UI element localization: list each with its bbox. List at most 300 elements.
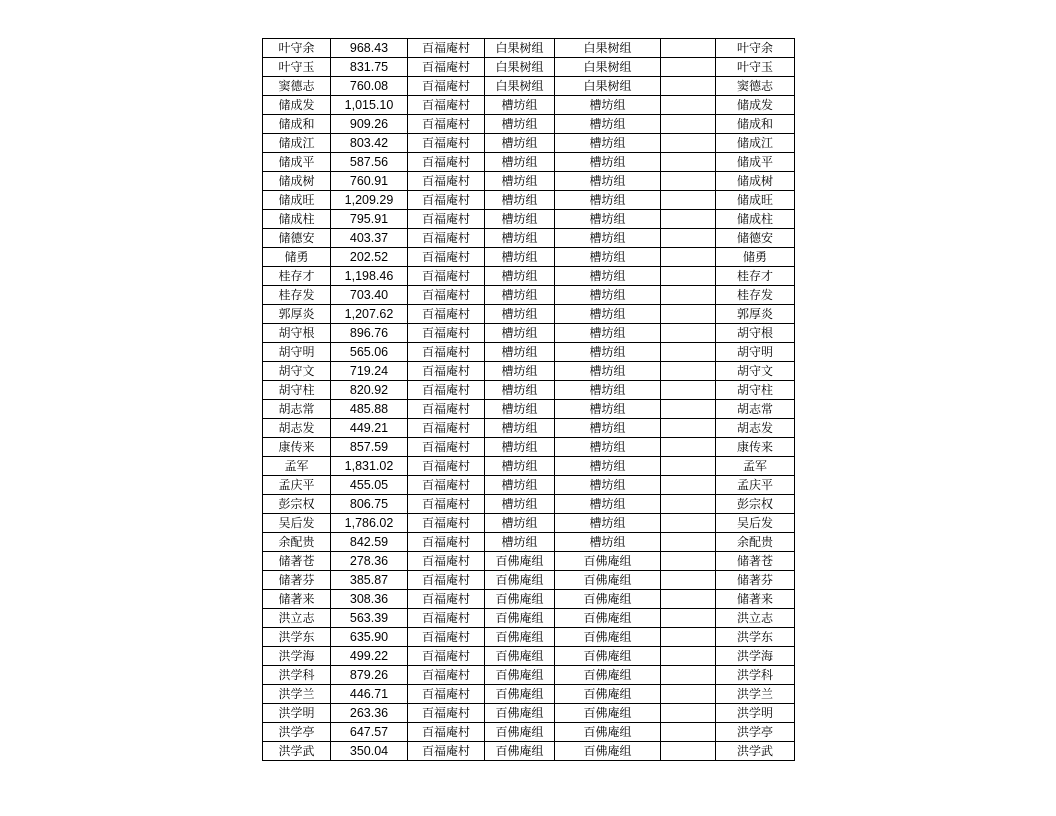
group-cell-2: 百佛庵组 [555, 742, 661, 761]
group-cell: 百佛庵组 [485, 590, 555, 609]
amount-cell: 647.57 [331, 723, 408, 742]
name-cell: 洪学明 [263, 704, 331, 723]
group-cell: 槽坊组 [485, 438, 555, 457]
table-row [263, 609, 795, 628]
name-cell: 孟庆平 [263, 476, 331, 495]
group-cell-2: 百佛庵组 [555, 704, 661, 723]
amount-cell: 1,198.46 [331, 267, 408, 286]
name-cell: 胡志常 [263, 400, 331, 419]
table-row [263, 590, 795, 609]
village-cell: 百福庵村 [408, 362, 485, 381]
name-cell-2: 洪学东 [716, 628, 795, 647]
group-cell-2: 槽坊组 [555, 438, 661, 457]
blank-cell [661, 286, 716, 305]
group-cell-2: 百佛庵组 [555, 723, 661, 742]
name-cell: 胡守明 [263, 343, 331, 362]
name-cell-2: 洪学科 [716, 666, 795, 685]
amount-cell: 760.91 [331, 172, 408, 191]
group-cell: 百佛庵组 [485, 704, 555, 723]
name-cell: 洪学海 [263, 647, 331, 666]
village-cell: 百福庵村 [408, 286, 485, 305]
table-row [263, 267, 795, 286]
group-cell: 白果树组 [485, 39, 555, 58]
village-cell: 百福庵村 [408, 438, 485, 457]
group-cell-2: 百佛庵组 [555, 666, 661, 685]
amount-cell: 806.75 [331, 495, 408, 514]
village-cell: 百福庵村 [408, 742, 485, 761]
amount-cell: 1,786.02 [331, 514, 408, 533]
name-cell-2: 孟军 [716, 457, 795, 476]
name-cell: 储成和 [263, 115, 331, 134]
group-cell-2: 槽坊组 [555, 305, 661, 324]
blank-cell [661, 362, 716, 381]
name-cell-2: 储著芬 [716, 571, 795, 590]
village-cell: 百福庵村 [408, 533, 485, 552]
village-cell: 百福庵村 [408, 571, 485, 590]
name-cell-2: 胡守根 [716, 324, 795, 343]
group-cell-2: 槽坊组 [555, 210, 661, 229]
name-cell-2: 洪学兰 [716, 685, 795, 704]
group-cell-2: 槽坊组 [555, 533, 661, 552]
group-cell: 槽坊组 [485, 495, 555, 514]
name-cell: 洪学东 [263, 628, 331, 647]
village-cell: 百福庵村 [408, 419, 485, 438]
amount-cell: 831.75 [331, 58, 408, 77]
group-cell-2: 槽坊组 [555, 172, 661, 191]
name-cell-2: 洪学海 [716, 647, 795, 666]
group-cell-2: 白果树组 [555, 39, 661, 58]
group-cell-2: 白果树组 [555, 58, 661, 77]
name-cell: 储著芬 [263, 571, 331, 590]
village-cell: 百福庵村 [408, 628, 485, 647]
name-cell-2: 储成平 [716, 153, 795, 172]
amount-cell: 719.24 [331, 362, 408, 381]
group-cell-2: 槽坊组 [555, 191, 661, 210]
amount-cell: 587.56 [331, 153, 408, 172]
amount-cell: 820.92 [331, 381, 408, 400]
name-cell: 孟军 [263, 457, 331, 476]
name-cell-2: 储德安 [716, 229, 795, 248]
table-row [263, 248, 795, 267]
blank-cell [661, 172, 716, 191]
name-cell-2: 桂存发 [716, 286, 795, 305]
village-cell: 百福庵村 [408, 343, 485, 362]
group-cell-2: 百佛庵组 [555, 609, 661, 628]
amount-cell: 968.43 [331, 39, 408, 58]
group-cell-2: 槽坊组 [555, 381, 661, 400]
name-cell: 储成发 [263, 96, 331, 115]
name-cell: 吴后发 [263, 514, 331, 533]
name-cell-2: 洪学明 [716, 704, 795, 723]
group-cell: 百佛庵组 [485, 742, 555, 761]
village-cell: 百福庵村 [408, 552, 485, 571]
name-cell: 胡志发 [263, 419, 331, 438]
blank-cell [661, 685, 716, 704]
name-cell-2: 余配贵 [716, 533, 795, 552]
name-cell-2: 康传来 [716, 438, 795, 457]
village-cell: 百福庵村 [408, 495, 485, 514]
amount-cell: 499.22 [331, 647, 408, 666]
group-cell: 槽坊组 [485, 191, 555, 210]
amount-cell: 350.04 [331, 742, 408, 761]
name-cell-2: 胡守明 [716, 343, 795, 362]
group-cell-2: 槽坊组 [555, 248, 661, 267]
table-row [263, 400, 795, 419]
village-cell: 百福庵村 [408, 58, 485, 77]
name-cell: 叶守余 [263, 39, 331, 58]
name-cell: 储德安 [263, 229, 331, 248]
blank-cell [661, 552, 716, 571]
amount-cell: 403.37 [331, 229, 408, 248]
name-cell-2: 吴后发 [716, 514, 795, 533]
group-cell-2: 槽坊组 [555, 134, 661, 153]
name-cell-2: 储成江 [716, 134, 795, 153]
village-cell: 百福庵村 [408, 666, 485, 685]
name-cell-2: 孟庆平 [716, 476, 795, 495]
group-cell-2: 槽坊组 [555, 476, 661, 495]
name-cell: 储成平 [263, 153, 331, 172]
table-row [263, 704, 795, 723]
table-row [263, 419, 795, 438]
table-row [263, 495, 795, 514]
table-row [263, 134, 795, 153]
table-row [263, 153, 795, 172]
table-row [263, 552, 795, 571]
name-cell: 洪立志 [263, 609, 331, 628]
village-cell: 百福庵村 [408, 191, 485, 210]
name-cell: 叶守玉 [263, 58, 331, 77]
table-row [263, 362, 795, 381]
table-row [263, 210, 795, 229]
name-cell: 桂存才 [263, 267, 331, 286]
amount-cell: 455.05 [331, 476, 408, 495]
group-cell-2: 百佛庵组 [555, 590, 661, 609]
blank-cell [661, 514, 716, 533]
group-cell: 百佛庵组 [485, 685, 555, 704]
amount-cell: 896.76 [331, 324, 408, 343]
village-cell: 百福庵村 [408, 267, 485, 286]
name-cell-2: 储成柱 [716, 210, 795, 229]
table-row [263, 571, 795, 590]
name-cell: 郭厚炎 [263, 305, 331, 324]
group-cell: 槽坊组 [485, 457, 555, 476]
name-cell-2: 储著来 [716, 590, 795, 609]
blank-cell [661, 305, 716, 324]
amount-cell: 760.08 [331, 77, 408, 96]
group-cell-2: 槽坊组 [555, 324, 661, 343]
group-cell-2: 百佛庵组 [555, 571, 661, 590]
name-cell: 胡守文 [263, 362, 331, 381]
table-row [263, 685, 795, 704]
group-cell-2: 槽坊组 [555, 153, 661, 172]
village-cell: 百福庵村 [408, 381, 485, 400]
amount-cell: 278.36 [331, 552, 408, 571]
group-cell: 槽坊组 [485, 96, 555, 115]
amount-cell: 308.36 [331, 590, 408, 609]
table-row [263, 723, 795, 742]
group-cell: 百佛庵组 [485, 628, 555, 647]
table-row [263, 628, 795, 647]
village-cell: 百福庵村 [408, 609, 485, 628]
group-cell: 白果树组 [485, 58, 555, 77]
blank-cell [661, 324, 716, 343]
group-cell: 槽坊组 [485, 267, 555, 286]
group-cell-2: 百佛庵组 [555, 647, 661, 666]
amount-cell: 385.87 [331, 571, 408, 590]
village-cell: 百福庵村 [408, 723, 485, 742]
village-cell: 百福庵村 [408, 324, 485, 343]
blank-cell [661, 533, 716, 552]
name-cell-2: 窦德志 [716, 77, 795, 96]
group-cell-2: 槽坊组 [555, 495, 661, 514]
group-cell: 槽坊组 [485, 286, 555, 305]
amount-cell: 485.88 [331, 400, 408, 419]
blank-cell [661, 191, 716, 210]
group-cell: 槽坊组 [485, 343, 555, 362]
name-cell: 胡守柱 [263, 381, 331, 400]
group-cell-2: 槽坊组 [555, 457, 661, 476]
table-row [263, 533, 795, 552]
name-cell-2: 胡守文 [716, 362, 795, 381]
blank-cell [661, 58, 716, 77]
group-cell-2: 槽坊组 [555, 343, 661, 362]
group-cell: 百佛庵组 [485, 723, 555, 742]
blank-cell [661, 229, 716, 248]
blank-cell [661, 419, 716, 438]
blank-cell [661, 628, 716, 647]
name-cell: 洪学亭 [263, 723, 331, 742]
name-cell-2: 洪立志 [716, 609, 795, 628]
data-table [262, 38, 795, 761]
group-cell-2: 百佛庵组 [555, 552, 661, 571]
name-cell: 胡守根 [263, 324, 331, 343]
group-cell: 百佛庵组 [485, 647, 555, 666]
group-cell: 百佛庵组 [485, 666, 555, 685]
group-cell: 槽坊组 [485, 210, 555, 229]
group-cell-2: 槽坊组 [555, 96, 661, 115]
name-cell-2: 储成旺 [716, 191, 795, 210]
amount-cell: 263.36 [331, 704, 408, 723]
village-cell: 百福庵村 [408, 39, 485, 58]
group-cell: 槽坊组 [485, 153, 555, 172]
blank-cell [661, 134, 716, 153]
village-cell: 百福庵村 [408, 153, 485, 172]
table-row [263, 324, 795, 343]
blank-cell [661, 153, 716, 172]
table-row [263, 172, 795, 191]
table-row [263, 666, 795, 685]
group-cell: 槽坊组 [485, 305, 555, 324]
name-cell: 洪学兰 [263, 685, 331, 704]
group-cell-2: 槽坊组 [555, 362, 661, 381]
group-cell: 槽坊组 [485, 419, 555, 438]
table-row [263, 39, 795, 58]
name-cell-2: 储成发 [716, 96, 795, 115]
amount-cell: 446.71 [331, 685, 408, 704]
village-cell: 百福庵村 [408, 476, 485, 495]
blank-cell [661, 438, 716, 457]
village-cell: 百福庵村 [408, 172, 485, 191]
blank-cell [661, 267, 716, 286]
table-body [263, 39, 795, 761]
village-cell: 百福庵村 [408, 305, 485, 324]
blank-cell [661, 115, 716, 134]
group-cell: 槽坊组 [485, 476, 555, 495]
group-cell: 槽坊组 [485, 115, 555, 134]
blank-cell [661, 39, 716, 58]
group-cell: 槽坊组 [485, 514, 555, 533]
name-cell-2: 胡志常 [716, 400, 795, 419]
village-cell: 百福庵村 [408, 514, 485, 533]
village-cell: 百福庵村 [408, 590, 485, 609]
group-cell-2: 槽坊组 [555, 115, 661, 134]
table-row [263, 191, 795, 210]
group-cell: 百佛庵组 [485, 552, 555, 571]
blank-cell [661, 248, 716, 267]
group-cell: 槽坊组 [485, 172, 555, 191]
village-cell: 百福庵村 [408, 457, 485, 476]
name-cell: 洪学科 [263, 666, 331, 685]
name-cell: 储著苍 [263, 552, 331, 571]
village-cell: 百福庵村 [408, 229, 485, 248]
blank-cell [661, 77, 716, 96]
name-cell: 彭宗权 [263, 495, 331, 514]
name-cell: 窦德志 [263, 77, 331, 96]
amount-cell: 449.21 [331, 419, 408, 438]
group-cell: 槽坊组 [485, 362, 555, 381]
name-cell-2: 洪学亭 [716, 723, 795, 742]
amount-cell: 1,207.62 [331, 305, 408, 324]
blank-cell [661, 590, 716, 609]
amount-cell: 635.90 [331, 628, 408, 647]
blank-cell [661, 343, 716, 362]
amount-cell: 1,015.10 [331, 96, 408, 115]
name-cell: 储勇 [263, 248, 331, 267]
name-cell: 储成柱 [263, 210, 331, 229]
village-cell: 百福庵村 [408, 704, 485, 723]
amount-cell: 563.39 [331, 609, 408, 628]
group-cell: 槽坊组 [485, 400, 555, 419]
group-cell-2: 槽坊组 [555, 229, 661, 248]
amount-cell: 1,209.29 [331, 191, 408, 210]
village-cell: 百福庵村 [408, 248, 485, 267]
name-cell: 桂存发 [263, 286, 331, 305]
table-row [263, 343, 795, 362]
blank-cell [661, 647, 716, 666]
amount-cell: 857.59 [331, 438, 408, 457]
blank-cell [661, 571, 716, 590]
blank-cell [661, 666, 716, 685]
village-cell: 百福庵村 [408, 647, 485, 666]
table-row [263, 647, 795, 666]
name-cell: 储成旺 [263, 191, 331, 210]
group-cell-2: 槽坊组 [555, 400, 661, 419]
village-cell: 百福庵村 [408, 210, 485, 229]
blank-cell [661, 723, 716, 742]
group-cell: 槽坊组 [485, 533, 555, 552]
group-cell-2: 槽坊组 [555, 514, 661, 533]
name-cell-2: 胡志发 [716, 419, 795, 438]
name-cell-2: 彭宗权 [716, 495, 795, 514]
group-cell: 槽坊组 [485, 248, 555, 267]
name-cell-2: 叶守玉 [716, 58, 795, 77]
name-cell-2: 储成和 [716, 115, 795, 134]
blank-cell [661, 742, 716, 761]
amount-cell: 879.26 [331, 666, 408, 685]
name-cell-2: 储著苍 [716, 552, 795, 571]
name-cell: 康传来 [263, 438, 331, 457]
group-cell-2: 槽坊组 [555, 267, 661, 286]
group-cell: 白果树组 [485, 77, 555, 96]
group-cell: 槽坊组 [485, 229, 555, 248]
amount-cell: 909.26 [331, 115, 408, 134]
table-row [263, 476, 795, 495]
blank-cell [661, 476, 716, 495]
village-cell: 百福庵村 [408, 96, 485, 115]
name-cell-2: 叶守余 [716, 39, 795, 58]
amount-cell: 703.40 [331, 286, 408, 305]
blank-cell [661, 609, 716, 628]
group-cell: 百佛庵组 [485, 609, 555, 628]
table-row [263, 457, 795, 476]
name-cell-2: 胡守柱 [716, 381, 795, 400]
name-cell: 储成树 [263, 172, 331, 191]
village-cell: 百福庵村 [408, 134, 485, 153]
name-cell: 余配贵 [263, 533, 331, 552]
blank-cell [661, 96, 716, 115]
name-cell: 洪学武 [263, 742, 331, 761]
name-cell-2: 郭厚炎 [716, 305, 795, 324]
blank-cell [661, 400, 716, 419]
village-cell: 百福庵村 [408, 115, 485, 134]
table-row [263, 438, 795, 457]
village-cell: 百福庵村 [408, 685, 485, 704]
amount-cell: 795.91 [331, 210, 408, 229]
group-cell-2: 白果树组 [555, 77, 661, 96]
blank-cell [661, 495, 716, 514]
table-row [263, 96, 795, 115]
name-cell: 储著来 [263, 590, 331, 609]
group-cell: 槽坊组 [485, 134, 555, 153]
name-cell-2: 储成树 [716, 172, 795, 191]
table-row [263, 286, 795, 305]
name-cell-2: 桂存才 [716, 267, 795, 286]
group-cell-2: 百佛庵组 [555, 628, 661, 647]
table-row [263, 381, 795, 400]
table-row [263, 77, 795, 96]
amount-cell: 1,831.02 [331, 457, 408, 476]
village-cell: 百福庵村 [408, 400, 485, 419]
table-row [263, 742, 795, 761]
table-row [263, 115, 795, 134]
table-row [263, 514, 795, 533]
amount-cell: 565.06 [331, 343, 408, 362]
amount-cell: 202.52 [331, 248, 408, 267]
group-cell-2: 百佛庵组 [555, 685, 661, 704]
group-cell: 槽坊组 [485, 324, 555, 343]
blank-cell [661, 381, 716, 400]
village-cell: 百福庵村 [408, 77, 485, 96]
table-row [263, 305, 795, 324]
table-row [263, 58, 795, 77]
blank-cell [661, 704, 716, 723]
amount-cell: 842.59 [331, 533, 408, 552]
name-cell-2: 储勇 [716, 248, 795, 267]
group-cell: 百佛庵组 [485, 571, 555, 590]
group-cell: 槽坊组 [485, 381, 555, 400]
table-row [263, 229, 795, 248]
blank-cell [661, 210, 716, 229]
